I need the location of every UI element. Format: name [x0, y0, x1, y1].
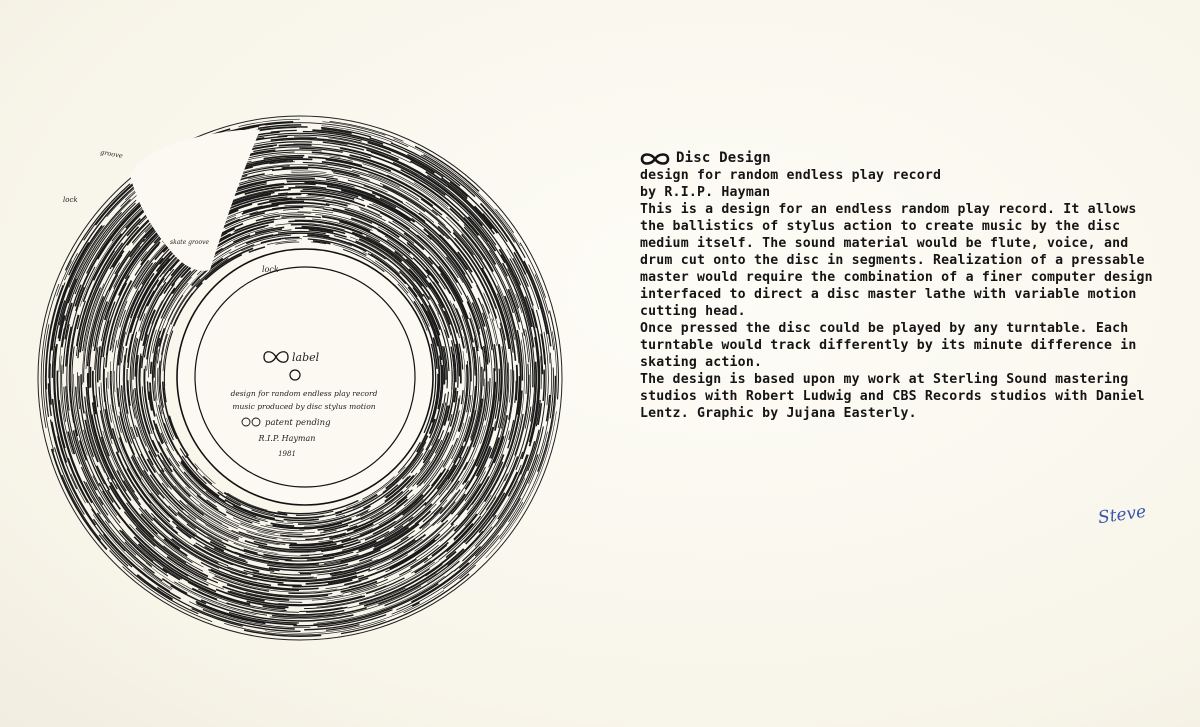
label-inner-ring: [195, 267, 415, 487]
subtitle: design for random endless play record: [640, 168, 942, 183]
groove-segment: [272, 168, 308, 170]
groove-segment: [447, 392, 449, 406]
label-line-3: patent pending: [265, 418, 331, 428]
label-heading: label: [292, 351, 320, 364]
groove-segment: [462, 390, 464, 404]
groove-segment: [423, 535, 426, 537]
groove-segment: [283, 539, 324, 541]
label-line-1: design for random endless play record: [230, 389, 378, 398]
groove-segment: [285, 239, 302, 240]
handwritten-margin-note: Steve: [1096, 501, 1148, 529]
groove-segment: [284, 519, 319, 520]
groove-segment: [62, 365, 66, 422]
infinity-icon: [640, 152, 670, 166]
groove-segment: [162, 579, 187, 594]
annotation-groove: groove: [99, 148, 124, 160]
annotation-skate: skate groove: [170, 239, 210, 246]
groove-segment: [291, 171, 327, 173]
paragraph-1: This is a design for an endless random play record. It allows the ballistics of stylus action to create music by the disc medium itself. The sound material would be flute, voice, and drum cut onto the disc in segments. Realization of a pressable master would require the combination of a finer computer design interfaced to direct a disc master lathe with variable motion cutting head.: [640, 202, 1153, 319]
groove-segment: [271, 130, 297, 132]
label-line-4: R.I.P. Hayman: [258, 434, 316, 443]
groove-segment: [148, 381, 150, 400]
groove-segment: [516, 365, 517, 401]
groove-segment: [456, 459, 474, 490]
annotation-lock: lock: [63, 196, 78, 204]
groove-segment: [50, 364, 51, 405]
groove-segment: [294, 137, 317, 138]
label-line-5: 1981: [278, 450, 296, 458]
groove-segment: [341, 582, 377, 592]
groove-segment: [547, 395, 550, 421]
groove-segment: [182, 456, 206, 484]
groove-segment: [359, 207, 382, 217]
groove-segment: [278, 193, 288, 194]
groove-segment: [151, 362, 152, 374]
groove-segment: [279, 145, 312, 146]
groove-segment: [300, 554, 323, 556]
groove-segment: [432, 473, 442, 486]
description-column: [640, 150, 1160, 422]
paragraph-3: The design is based upon my work at Sterling Sound mastering studios with Robert Ludwig and CBS Records studios with Daniel Lentz. Graphic by Jujana Easterly.: [640, 372, 1145, 421]
groove-segment: [114, 371, 115, 392]
author-line: by R.I.P. Hayman: [640, 185, 771, 200]
groove-segment: [283, 209, 299, 210]
groove-segment: [543, 370, 544, 401]
annotation-inner-lock: lock: [262, 265, 279, 274]
page-title: Disc Design: [676, 150, 771, 166]
groove-segment: [510, 369, 511, 402]
groove-segment: [454, 547, 481, 572]
groove-segment: [126, 342, 127, 346]
groove-segment: [460, 565, 476, 579]
paragraph-2: Once pressed the disc could be played by any turntable. Each turntable would track differently by its minute difference in skating action.: [640, 321, 1137, 370]
label-line-2: music produced by disc stylus motion: [232, 402, 376, 411]
title-line: [640, 150, 1160, 167]
groove-segment: [278, 584, 302, 585]
